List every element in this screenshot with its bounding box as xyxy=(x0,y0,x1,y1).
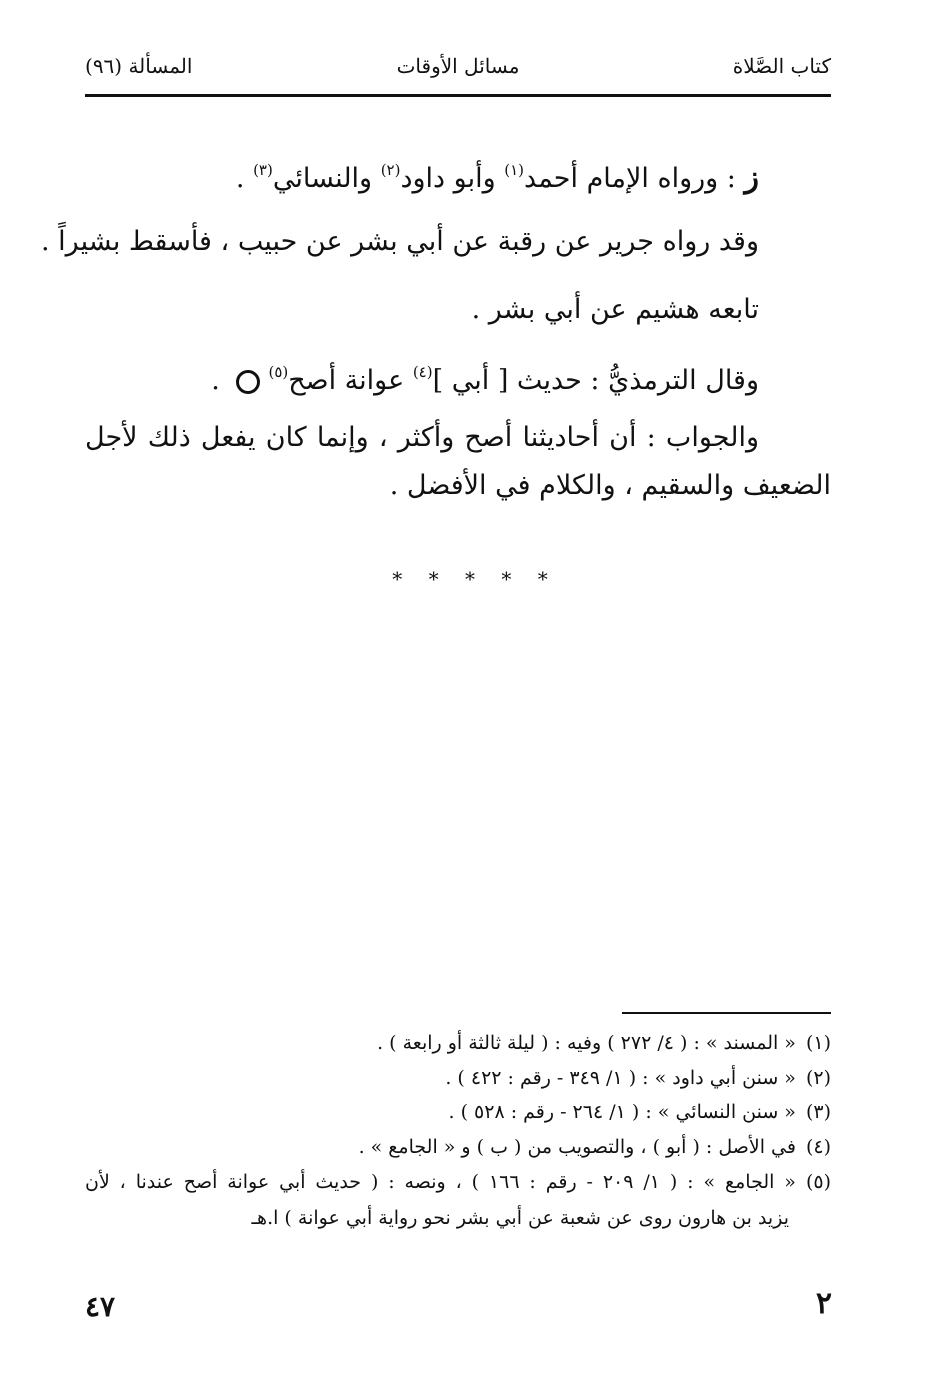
running-header xyxy=(85,50,831,90)
line4-part-a: وقال الترمذيُّ : حديث [ أبي ] xyxy=(432,365,759,396)
footnote-text: « سنن النسائي » : ( ١/ ٢٦٤ - رقم : ٥٢٨ ) . xyxy=(448,1101,796,1123)
header-chapter-title: مسائل الأوقات xyxy=(396,54,520,78)
footnote-3 xyxy=(449,1097,832,1127)
header-issue-number: المسألة (٩٦) xyxy=(85,54,193,78)
line1-part-b: وأبو داود xyxy=(400,163,505,194)
footnote-ref-1[interactable]: (١) xyxy=(504,161,525,179)
header-rule xyxy=(85,94,831,97)
text-line-3: تابعه هشيم عن أبي بشر . xyxy=(471,294,759,325)
footnote-text: « سنن أبي داود » : ( ١/ ٣٤٩ - رقم : ٤٢٢ ) . xyxy=(445,1067,796,1089)
text-line-1 xyxy=(236,150,759,199)
section-separator: * * * * * xyxy=(392,567,558,591)
footnote-rule xyxy=(622,1012,831,1014)
footnote-text: « المسند » : ( ٤/ ٢٧٢ ) وفيه : ( ليلة ثالثة أو رابعة ) . xyxy=(377,1032,796,1054)
footnote-ref-3[interactable]: (٣) xyxy=(253,161,273,179)
text-line-6: الضعيف والسقيم ، والكلام في الأفضل . xyxy=(389,470,831,501)
end-circle-icon xyxy=(236,370,260,394)
footnote-1 xyxy=(377,1028,831,1058)
line4-part-b: عوانة أصح xyxy=(288,365,413,396)
signature-mark: ٢ xyxy=(815,1286,832,1321)
footnote-4 xyxy=(359,1132,831,1162)
footnote-number: (٢) xyxy=(805,1067,831,1089)
footnote-text: « الجامع » : ( ١/ ٢٠٩ - رقم : ١٦٦ ) ، ونصه : ( حديث أبي عوانة أصح عندنا ، لأن xyxy=(85,1171,796,1193)
page-number: ٤٧ xyxy=(85,1290,116,1323)
text-line-2: وقد رواه جرير عن رقبة عن أبي بشر عن حبيب ، فأسقط بشيراً . xyxy=(41,226,759,257)
footnote-number: (٤) xyxy=(805,1136,831,1158)
footnote-number: (١) xyxy=(805,1032,831,1054)
section-marker: ز xyxy=(744,160,759,195)
line4-part-c: . xyxy=(211,365,229,396)
footnote-number: (٣) xyxy=(805,1101,831,1123)
line1-part-a: : ورواه الإمام أحمد xyxy=(524,163,736,194)
footnote-5-continuation: يزيد بن هارون روى عن شعبة عن أبي بشر نحو رواية أبي عوانة ) ا.هـ xyxy=(251,1207,789,1229)
footnote-2 xyxy=(445,1063,831,1093)
line1-part-d: . xyxy=(235,163,254,194)
footnote-ref-2[interactable]: (٢) xyxy=(380,161,401,179)
line1-part-c: والنسائي xyxy=(272,163,381,194)
header-book-title: كتاب الصَّلاة xyxy=(732,54,831,78)
footnote-text: في الأصل : ( أبو ) ، والتصويب من ( ب ) و « الجامع » . xyxy=(358,1136,796,1158)
footnote-number: (٥) xyxy=(805,1171,831,1193)
footnote-ref-5[interactable]: (٥) xyxy=(268,363,289,381)
text-line-5: والجواب : أن أحاديثنا أصح وأكثر ، وإنما كان يفعل ذلك لأجل xyxy=(85,422,759,453)
footnote-5 xyxy=(85,1167,831,1197)
footnote-ref-4[interactable]: (٤) xyxy=(412,363,433,381)
text-line-4 xyxy=(211,352,759,401)
